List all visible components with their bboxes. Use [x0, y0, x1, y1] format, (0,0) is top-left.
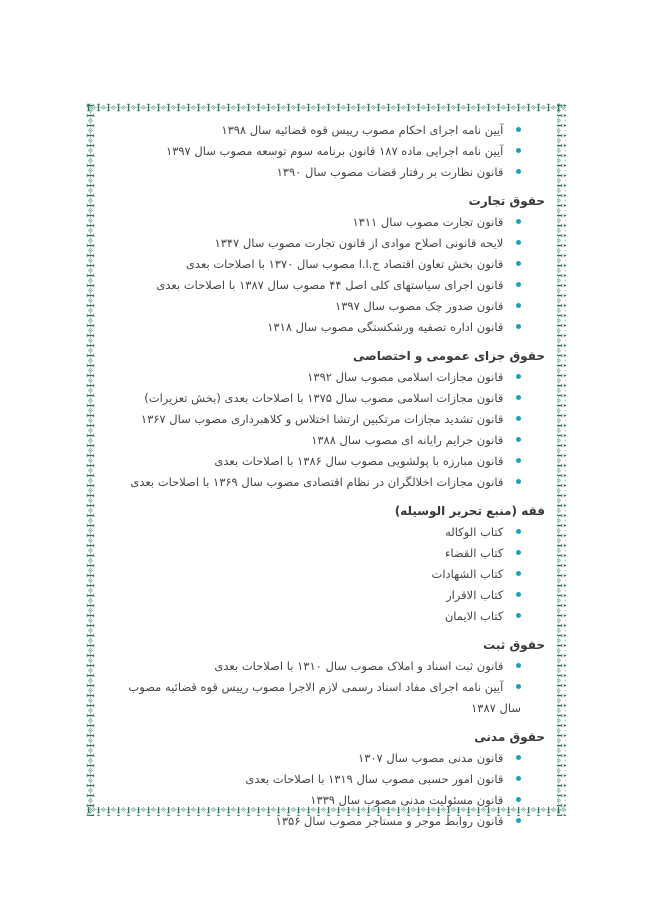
- law-list: [107, 522, 545, 627]
- law-list-item: [107, 233, 521, 254]
- bullet-icon: [516, 550, 521, 555]
- law-list-item: [107, 254, 521, 275]
- law-section: [107, 120, 545, 183]
- law-item-text: قانون ثبت اسناد و املاک مصوب سال ۱۳۱۰ با اصلاحات بعدی: [214, 659, 504, 673]
- bullet-icon: [516, 776, 521, 781]
- law-list: [107, 120, 545, 183]
- law-list-item: [107, 120, 521, 141]
- border-left-strip: [86, 103, 95, 816]
- law-list-item: [107, 585, 521, 606]
- law-list: [107, 212, 545, 338]
- law-item-text: کتاب الایمان: [444, 609, 504, 623]
- law-list-item: [107, 606, 521, 627]
- bullet-icon: [516, 219, 521, 224]
- law-item-text: قانون مجازات اسلامی مصوب سال ۱۳۷۵ با اصلاحات بعدی (بخش تعزیرات): [144, 391, 504, 405]
- ornamental-border-frame: [86, 103, 566, 828]
- bullet-icon: [516, 684, 521, 689]
- law-list-item: [107, 317, 521, 338]
- law-list-item: [107, 790, 521, 811]
- law-item-text: قانون مجازات اسلامی مصوب سال ۱۳۹۲: [307, 370, 504, 384]
- law-item-text: قانون امور حسبی مصوب سال ۱۳۱۹ با اصلاحات بعدی: [245, 772, 504, 786]
- bullet-icon: [516, 416, 521, 421]
- bullet-icon: [516, 148, 521, 153]
- law-list-item: [107, 769, 521, 790]
- bullet-icon: [516, 458, 521, 463]
- law-list-item: [107, 811, 521, 832]
- law-list-item: [107, 367, 521, 388]
- law-list-item: [107, 275, 521, 296]
- law-section: [107, 635, 545, 719]
- law-list-item: [107, 296, 521, 317]
- law-item-text: قانون تشدید مجازات مرتکبین ارتشا اختلاس و کلاهبرداری مصوب سال ۱۳۶۷: [140, 412, 504, 426]
- law-list-item: [107, 564, 521, 585]
- section-heading: حقوق مدنی: [474, 730, 545, 744]
- bullet-icon: [516, 663, 521, 668]
- law-list-item: [107, 543, 521, 564]
- law-list-item: [107, 141, 521, 162]
- sections-container: [107, 120, 545, 832]
- law-list: [107, 748, 545, 832]
- section-heading: حقوق تجارت: [468, 194, 545, 208]
- bullet-icon: [516, 797, 521, 802]
- law-item-text: قانون جرایم رایانه ای مصوب سال ۱۳۸۸: [311, 433, 504, 447]
- law-list: [107, 656, 545, 719]
- section-heading: فقه (منبع تحریر الوسیله): [394, 504, 545, 518]
- section-heading: حقوق جزای عمومی و اختصاصی: [353, 349, 545, 363]
- bullet-icon: [516, 529, 521, 534]
- law-section: [107, 346, 545, 493]
- law-list-item: [107, 162, 521, 183]
- law-item-text: قانون روابط موجر و مستاجر مصوب سال ۱۳۵۶: [275, 814, 504, 828]
- bullet-icon: [516, 592, 521, 597]
- law-list-item: [107, 212, 521, 233]
- section-heading: حقوق ثبت: [483, 638, 545, 652]
- bullet-icon: [516, 261, 521, 266]
- law-item-text: آیین نامه اجرای احکام مصوب رییس قوه قضائیه سال ۱۳۹۸: [221, 123, 504, 137]
- law-item-text: کتاب الشهادات: [431, 567, 504, 581]
- bullet-icon: [516, 755, 521, 760]
- law-item-text: قانون اجرای سیاستهای کلی اصل ۴۴ مصوب سال ۱۳۸۷ با اصلاحات بعدی: [156, 278, 504, 292]
- bullet-icon: [516, 282, 521, 287]
- law-item-text: آیین نامه اجرایی ماده ۱۸۷ قانون برنامه سوم توسعه مصوب سال ۱۳۹۷: [166, 144, 504, 158]
- law-item-text: قانون مجازات اخلالگران در نظام اقتصادی مصوب سال ۱۳۶۹ با اصلاحات بعدی: [130, 475, 504, 489]
- law-item-text: کتاب القضاء: [445, 546, 504, 560]
- bullet-icon: [516, 240, 521, 245]
- bullet-icon: [516, 127, 521, 132]
- bullet-icon: [516, 613, 521, 618]
- law-list-item: [107, 656, 521, 677]
- law-list-content: [95, 112, 557, 828]
- law-section: [107, 191, 545, 338]
- bullet-icon: [516, 818, 521, 823]
- law-item-text: قانون نظارت بر رفتار قضات مصوب سال ۱۳۹۰: [276, 165, 504, 179]
- bullet-icon: [516, 324, 521, 329]
- bullet-icon: [516, 169, 521, 174]
- bullet-icon: [516, 395, 521, 400]
- law-list-item: [107, 677, 521, 719]
- bullet-icon: [516, 374, 521, 379]
- law-item-text: کتاب الاقرار: [446, 588, 504, 602]
- border-top-strip: [86, 103, 566, 112]
- law-item-text: قانون تجارت مصوب سال ۱۳۱۱: [352, 215, 504, 229]
- law-item-text: آیین نامه اجرای مفاد اسناد رسمی لازم الاجرا مصوب رییس قوه قضائیه مصوب سال ۱۳۸۷: [128, 680, 521, 715]
- law-item-text: کتاب الوکاله: [445, 525, 504, 539]
- law-list-item: [107, 472, 521, 493]
- bullet-icon: [516, 479, 521, 484]
- law-list-item: [107, 451, 521, 472]
- law-list-item: [107, 522, 521, 543]
- law-list-item: [107, 748, 521, 769]
- border-right-strip: [557, 103, 566, 816]
- law-section: [107, 727, 545, 832]
- law-list-item: [107, 409, 521, 430]
- bullet-icon: [516, 437, 521, 442]
- law-item-text: قانون مبارزه با پولشویی مصوب سال ۱۳۸۶ با اصلاحات بعدی: [214, 454, 504, 468]
- bullet-icon: [516, 303, 521, 308]
- law-list: [107, 367, 545, 493]
- law-item-text: لایحه قانونی اصلاح موادی از قانون تجارت مصوب سال ۱۳۴۷: [214, 236, 504, 250]
- law-list-item: [107, 388, 521, 409]
- law-item-text: قانون اداره تصفیه ورشکستگی مصوب سال ۱۳۱۸: [267, 320, 504, 334]
- law-item-text: قانون مسئولیت مدنی مصوب سال ۱۳۳۹: [310, 793, 504, 807]
- law-item-text: قانون صدور چک مصوب سال ۱۳۹۷: [335, 299, 504, 313]
- bullet-icon: [516, 571, 521, 576]
- law-list-item: [107, 430, 521, 451]
- law-item-text: قانون مدنی مصوب سال ۱۳۰۷: [358, 751, 504, 765]
- law-section: [107, 501, 545, 627]
- law-item-text: قانون بخش تعاون اقتصاد ج.ا.ا مصوب سال ۱۳۷۰ با اصلاحات بعدی: [185, 257, 504, 271]
